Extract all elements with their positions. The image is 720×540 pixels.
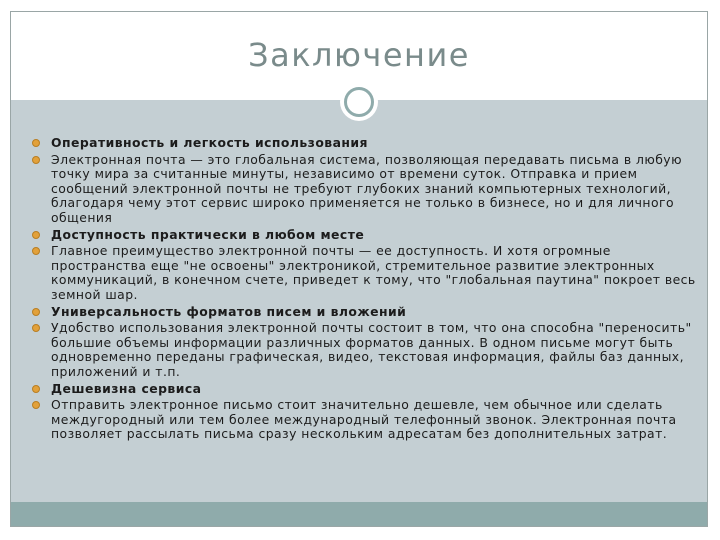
list-item-text: Электронная почта — это глобальная система, позволяющая передавать письма в любую точку мира за считанные минуты, независимо от времени суток. Отправка и прием сообщений электронной почты не требуют глубоких знаний компьютерных технологий, благодаря чему этот сервис широко применяется не только в бизнесе, но и для личного общения <box>51 151 682 225</box>
bullet-dot-icon <box>32 139 40 147</box>
list-item-text: Удобство использования электронной почты состоит в том, что она способна "переносить" большие объемы информации различных форматов данных. В одном письме могут быть одновременно переданы графическая, видео, текстовая информация, файлы баз данных, приложений и т.п. <box>51 320 692 379</box>
list-item-text: Главное преимущество электронной почты — ее доступность. И хотя огромные пространства еще "не освоены" электроникой, стремительное развитие электронных коммуникаций, в конечном счете, приведет к тому, что "глобальная паутина" покроет весь земной шар. <box>51 243 696 302</box>
list-item <box>29 153 699 226</box>
slide-title: Заключение <box>248 36 470 74</box>
list-item <box>29 398 699 442</box>
list-item-text: Доступность практически в любом месте <box>51 226 365 242</box>
list-item <box>29 321 699 379</box>
bullet-dot-icon <box>32 156 40 164</box>
bullet-list <box>29 136 699 444</box>
content-area <box>11 100 707 502</box>
bullet-dot-icon <box>32 247 40 255</box>
list-item-text: Оперативность и легкость использования <box>51 135 368 150</box>
list-item <box>29 305 699 320</box>
bullet-dot-icon <box>32 231 40 239</box>
list-item <box>29 228 699 243</box>
footer-bar <box>11 502 707 526</box>
list-item <box>29 382 699 397</box>
list-item <box>29 136 699 151</box>
list-item-text: Универсальность форматов писем и вложений <box>51 303 407 319</box>
ornament-ring <box>344 87 374 117</box>
bullet-dot-icon <box>32 401 40 409</box>
bullet-dot-icon <box>32 324 40 332</box>
bullet-dot-icon <box>32 308 40 316</box>
slide <box>10 11 708 527</box>
list-item-text: Дешевизна сервиса <box>51 380 202 396</box>
bullet-dot-icon <box>32 385 40 393</box>
list-item-text: Отправить электронное письмо стоит значительно дешевле, чем обычное или сделать междугородный или тем более международный телефонный звонок. Электронная почта позволяет рассылать письма сразу нескольким адресатам без дополнительных затрат. <box>51 397 677 442</box>
list-item <box>29 244 699 302</box>
circle-ring-icon <box>340 83 378 121</box>
